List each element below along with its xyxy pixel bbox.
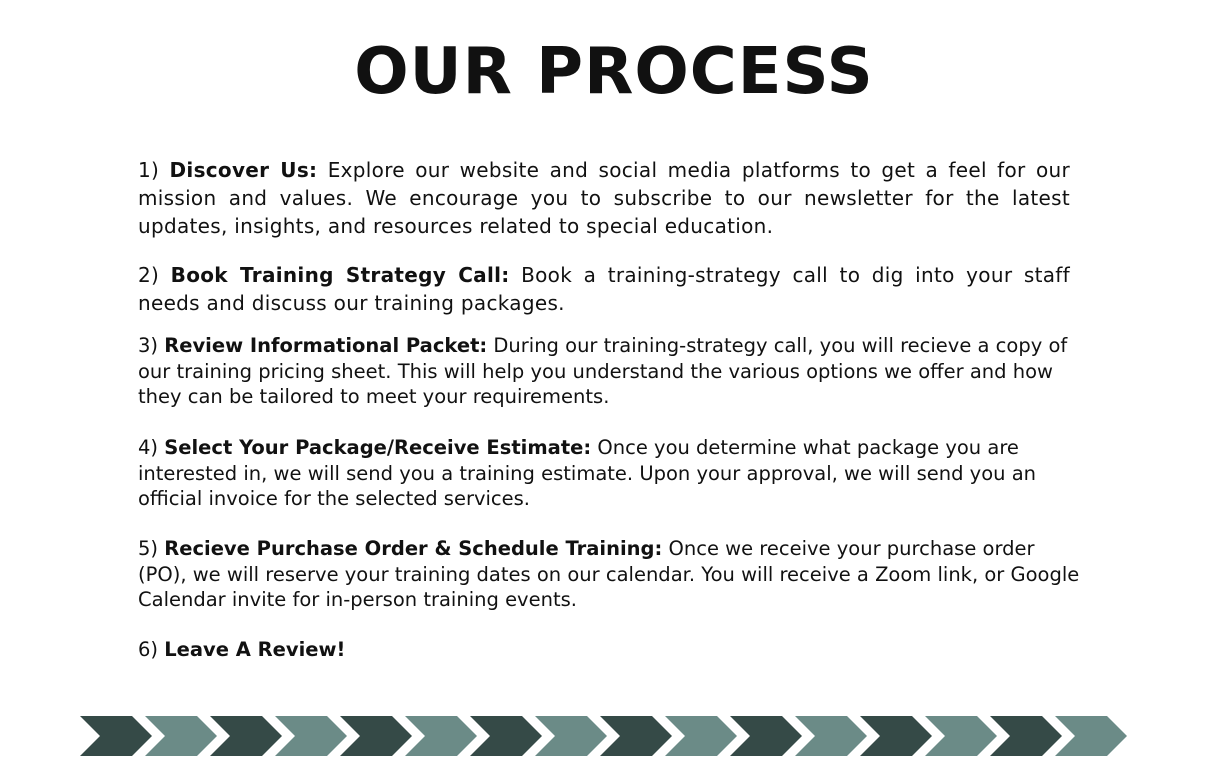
- step-heading: Recieve Purchase Order & Schedule Training:: [164, 537, 663, 560]
- process-step-5: [138, 536, 1088, 613]
- step-heading: Review Informational Packet:: [164, 334, 488, 357]
- step-description: Once you determine what package you are interested in, we will send you a training estimate. Upon your approval, we will send you an official invoice for the selected services.: [138, 436, 1036, 510]
- chevron-arrow-icon: [600, 716, 672, 756]
- chevron-arrow-icon: [80, 716, 152, 756]
- process-step-4: [138, 435, 1088, 512]
- step-heading: Leave A Review!: [164, 638, 346, 661]
- chevron-arrow-icon: [1055, 716, 1127, 756]
- process-step-2: [138, 261, 1070, 317]
- chevron-arrow-icon: [535, 716, 607, 756]
- chevron-arrow-icon: [145, 716, 217, 756]
- step-description: Explore our website and social media platforms to get a feel for our mission and values. We encourage you to subscribe to our newsletter for the latest updates, insights, and resources related to special education.: [138, 158, 1070, 238]
- chevron-arrow-icon: [210, 716, 282, 756]
- chevron-arrow-icon: [990, 716, 1062, 756]
- chevron-arrow-icon: [405, 716, 477, 756]
- chevron-arrow-icon: [665, 716, 737, 756]
- chevron-arrow-icon: [275, 716, 347, 756]
- step-description: Book a training-strategy call to dig into your staff needs and discuss our training packages.: [138, 263, 1070, 315]
- process-step-6: [138, 637, 1088, 663]
- step-description: During our training-strategy call, you will recieve a copy of our training pricing sheet. This will help you understand the various options we offer and how they can be tailored to meet your requirements.: [138, 334, 1068, 408]
- step-number: 6): [138, 638, 159, 661]
- chevron-arrow-icon: [795, 716, 867, 756]
- step-number: 3): [138, 334, 159, 357]
- step-description: Once we receive your purchase order (PO), we will reserve your training dates on our calendar. You will receive a Zoom link, or Google Calendar invite for in-person training events.: [138, 537, 1080, 611]
- step-heading: Select Your Package/Receive Estimate:: [164, 436, 592, 459]
- chevron-arrow-band: [78, 716, 1138, 758]
- step-number: 4): [138, 436, 159, 459]
- step-number: 2): [138, 263, 160, 287]
- process-step-3: [138, 333, 1088, 410]
- step-number: 1): [138, 158, 160, 182]
- chevron-arrow-icon: [730, 716, 802, 756]
- chevron-arrow-icon: [340, 716, 412, 756]
- page-title: OUR PROCESS: [354, 35, 874, 109]
- chevron-arrow-icon: [470, 716, 542, 756]
- chevron-arrow-icon: [860, 716, 932, 756]
- step-heading: Discover Us:: [169, 158, 318, 182]
- step-heading: Book Training Strategy Call:: [170, 263, 510, 287]
- step-number: 5): [138, 537, 159, 560]
- process-step-1: [138, 156, 1070, 240]
- chevron-arrow-icon: [925, 716, 997, 756]
